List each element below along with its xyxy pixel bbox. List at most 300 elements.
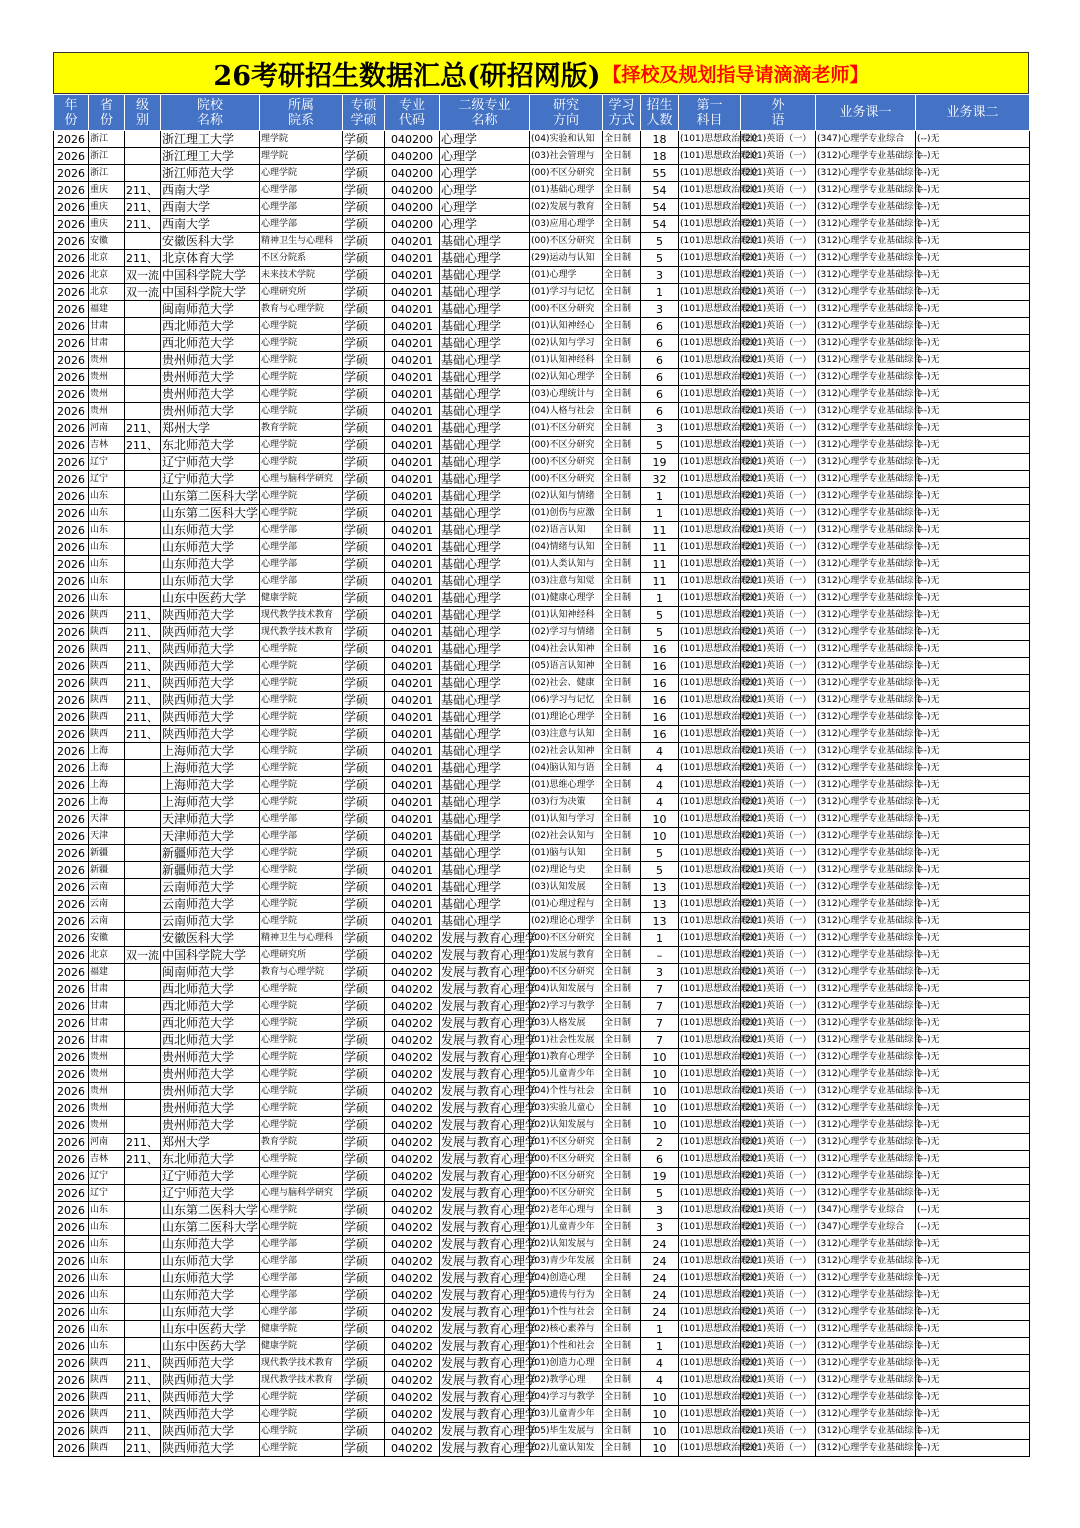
course-one-cell: (312)心理学专业基础综合 <box>816 1304 916 1321</box>
first-subject-cell: (101)思想政治理论 <box>679 1355 741 1372</box>
degree-type-cell: 学硕 <box>343 1355 385 1372</box>
research-direction-cell: (01)认知神经心 <box>530 318 603 335</box>
province-cell: 北京 <box>89 284 125 301</box>
course-two-cell: (--)无 <box>916 437 1030 454</box>
department-cell: 心理学院 <box>260 165 343 182</box>
column-header: 年 份 <box>54 95 89 131</box>
year-cell: 2026 <box>54 505 89 522</box>
first-subject-cell: (101)思想政治理论 <box>679 760 741 777</box>
research-direction-cell: (03)青少年发展 <box>530 1253 603 1270</box>
language-cell: (201)英语（一） <box>741 692 816 709</box>
course-one-cell: (312)心理学专业基础综合 <box>816 811 916 828</box>
table-row <box>54 879 1030 896</box>
level-cell <box>125 488 161 505</box>
province-cell: 浙江 <box>89 165 125 182</box>
enrollment-cell: 5 <box>641 233 679 250</box>
enrollment-cell: 4 <box>641 777 679 794</box>
study-mode-cell: 全日制 <box>603 964 641 981</box>
course-one-cell: (312)心理学专业基础综合 <box>816 386 916 403</box>
first-subject-cell: (101)思想政治理论 <box>679 471 741 488</box>
research-direction-cell: (02)教学心理 <box>530 1372 603 1389</box>
province-cell: 辽宁 <box>89 454 125 471</box>
year-cell: 2026 <box>54 1304 89 1321</box>
department-cell: 心理研究所 <box>260 947 343 964</box>
school-cell: 贵州师范大学 <box>161 403 260 420</box>
degree-type-cell: 学硕 <box>343 301 385 318</box>
school-cell: 陕西师范大学 <box>161 709 260 726</box>
study-mode-cell: 全日制 <box>603 556 641 573</box>
course-one-cell: (312)心理学专业基础综合 <box>816 590 916 607</box>
study-mode-cell: 全日制 <box>603 284 641 301</box>
enrollment-cell: 5 <box>641 1185 679 1202</box>
major-code-cell: 040201 <box>385 454 440 471</box>
research-direction-cell: (02)学习与情绪 <box>530 624 603 641</box>
degree-type-cell: 学硕 <box>343 1066 385 1083</box>
department-cell: 心理学院 <box>260 641 343 658</box>
course-two-cell: (--)无 <box>916 1100 1030 1117</box>
study-mode-cell: 全日制 <box>603 1219 641 1236</box>
first-subject-cell: (101)思想政治理论 <box>679 556 741 573</box>
major-code-cell: 040201 <box>385 777 440 794</box>
degree-type-cell: 学硕 <box>343 318 385 335</box>
study-mode-cell: 全日制 <box>603 1168 641 1185</box>
first-subject-cell: (101)思想政治理论 <box>679 1032 741 1049</box>
year-cell: 2026 <box>54 913 89 930</box>
course-one-cell: (312)心理学专业基础综合 <box>816 335 916 352</box>
first-subject-cell: (101)思想政治理论 <box>679 1423 741 1440</box>
research-direction-cell: (01)不区分研究 <box>530 420 603 437</box>
course-one-cell: (312)心理学专业基础综合 <box>816 760 916 777</box>
province-cell: 陕西 <box>89 1406 125 1423</box>
year-cell: 2026 <box>54 743 89 760</box>
study-mode-cell: 全日制 <box>603 386 641 403</box>
degree-type-cell: 学硕 <box>343 675 385 692</box>
level-cell <box>125 1253 161 1270</box>
school-cell: 安徽医科大学 <box>161 233 260 250</box>
enrollment-cell: 3 <box>641 420 679 437</box>
course-one-cell: (312)心理学专业基础综合 <box>816 709 916 726</box>
enrollment-cell: 16 <box>641 658 679 675</box>
course-two-cell: (--)无 <box>916 148 1030 165</box>
study-mode-cell: 全日制 <box>603 437 641 454</box>
course-two-cell: (--)无 <box>916 845 1030 862</box>
level-cell <box>125 879 161 896</box>
school-cell: 上海师范大学 <box>161 777 260 794</box>
province-cell: 贵州 <box>89 1049 125 1066</box>
table-row <box>54 777 1030 794</box>
page-title: 26考研招生数据汇总(研招网版) <box>213 60 601 92</box>
study-mode-cell: 全日制 <box>603 1372 641 1389</box>
year-cell: 2026 <box>54 454 89 471</box>
major-name-cell: 基础心理学 <box>440 845 530 862</box>
course-one-cell: (312)心理学专业基础综合 <box>816 1321 916 1338</box>
title-bar <box>53 52 1029 94</box>
major-name-cell: 基础心理学 <box>440 301 530 318</box>
table-row <box>54 675 1030 692</box>
degree-type-cell: 学硕 <box>343 1287 385 1304</box>
language-cell: (201)英语（一） <box>741 1389 816 1406</box>
first-subject-cell: (101)思想政治理论 <box>679 1168 741 1185</box>
language-cell: (201)英语（一） <box>741 454 816 471</box>
department-cell: 健康学院 <box>260 590 343 607</box>
enrollment-cell: 1 <box>641 1338 679 1355</box>
province-cell: 山东 <box>89 488 125 505</box>
first-subject-cell: (101)思想政治理论 <box>679 1389 741 1406</box>
department-cell: 心理学院 <box>260 488 343 505</box>
table-row <box>54 539 1030 556</box>
course-one-cell: (312)心理学专业基础综合 <box>816 352 916 369</box>
major-code-cell: 040202 <box>385 1134 440 1151</box>
enrollment-cell: 10 <box>641 828 679 845</box>
enrollment-cell: 10 <box>641 1066 679 1083</box>
course-two-cell: (--)无 <box>916 947 1030 964</box>
course-two-cell: (--)无 <box>916 777 1030 794</box>
major-code-cell: 040201 <box>385 335 440 352</box>
major-name-cell: 发展与教育心理学 <box>441 1372 538 1387</box>
language-cell: (201)英语（一） <box>741 284 816 301</box>
first-subject-cell: (101)思想政治理论 <box>679 1083 741 1100</box>
major-code-cell: 040201 <box>385 437 440 454</box>
enrollment-cell: 3 <box>641 1202 679 1219</box>
school-cell: 中国科学院大学 <box>161 267 260 284</box>
first-subject-cell: (101)思想政治理论 <box>679 488 741 505</box>
table-row <box>54 471 1030 488</box>
year-cell: 2026 <box>54 233 89 250</box>
major-code-cell: 040201 <box>385 250 440 267</box>
table-row <box>54 1338 1030 1355</box>
major-code-cell: 040202 <box>385 1202 440 1219</box>
level-cell: 211、 <box>125 182 161 199</box>
course-two-cell: (--)无 <box>916 420 1030 437</box>
enrollment-cell: 5 <box>641 624 679 641</box>
language-cell: (201)英语（一） <box>741 811 816 828</box>
major-name-cell: 心理学 <box>440 165 530 182</box>
table-row <box>54 437 1030 454</box>
table-row <box>54 250 1030 267</box>
course-one-cell: (312)心理学专业基础综合 <box>816 454 916 471</box>
language-cell: (201)英语（一） <box>741 233 816 250</box>
enrollment-cell: – <box>641 947 679 964</box>
first-subject-cell: (101)思想政治理论 <box>679 1219 741 1236</box>
major-code-cell: 040201 <box>385 471 440 488</box>
course-two-cell: (--)无 <box>916 692 1030 709</box>
course-one-cell: (312)心理学专业基础综合 <box>816 556 916 573</box>
degree-type-cell: 学硕 <box>343 1202 385 1219</box>
course-two-cell: (--)无 <box>916 896 1030 913</box>
course-one-cell: (312)心理学专业基础综合 <box>816 1338 916 1355</box>
first-subject-cell: (101)思想政治理论 <box>679 233 741 250</box>
year-cell: 2026 <box>54 335 89 352</box>
major-code-cell: 040200 <box>385 216 440 233</box>
major-name-cell: 基础心理学 <box>440 760 530 777</box>
major-name-cell: 基础心理学 <box>440 335 530 352</box>
research-direction-cell: (00)不区分研究 <box>530 1151 603 1168</box>
major-code-cell: 040200 <box>385 148 440 165</box>
level-cell <box>125 522 161 539</box>
school-cell: 山东第二医科大学 <box>162 1202 259 1217</box>
column-header: 所属 院系 <box>260 95 343 131</box>
major-name-cell: 基础心理学 <box>440 913 530 930</box>
year-cell: 2026 <box>54 1117 89 1134</box>
course-two-cell: (--)无 <box>916 403 1030 420</box>
major-code-cell: 040202 <box>385 1321 440 1338</box>
course-one-cell: (312)心理学专业基础综合 <box>816 488 916 505</box>
school-cell: 贵州师范大学 <box>161 369 260 386</box>
major-name-cell: 基础心理学 <box>440 896 530 913</box>
research-direction-cell: (02)理论与史 <box>530 862 603 879</box>
degree-type-cell: 学硕 <box>343 216 385 233</box>
school-cell: 陕西师范大学 <box>161 624 260 641</box>
major-code-cell: 040201 <box>385 862 440 879</box>
degree-type-cell: 学硕 <box>343 437 385 454</box>
degree-type-cell: 学硕 <box>343 1117 385 1134</box>
major-name-cell: 基础心理学 <box>440 556 530 573</box>
school-cell: 西北师范大学 <box>161 318 260 335</box>
research-direction-cell: (01)学习与记忆 <box>530 284 603 301</box>
header-row <box>54 95 1030 131</box>
major-name-cell: 基础心理学 <box>440 811 530 828</box>
major-code-cell: 040202 <box>385 1219 440 1236</box>
school-cell: 山东中医药大学 <box>161 1338 260 1355</box>
enrollment-cell: 10 <box>641 1100 679 1117</box>
year-cell: 2026 <box>54 573 89 590</box>
column-header: 专硕 学硕 <box>343 95 385 131</box>
degree-type-cell: 学硕 <box>343 998 385 1015</box>
first-subject-cell: (101)思想政治理论 <box>679 335 741 352</box>
enrollment-cell: 10 <box>641 811 679 828</box>
course-one-cell: (312)心理学专业基础综合 <box>816 743 916 760</box>
table-row <box>54 522 1030 539</box>
research-direction-cell: (02)理论心理学 <box>530 913 603 930</box>
school-cell: 云南师范大学 <box>161 879 260 896</box>
enrollment-cell: 16 <box>641 726 679 743</box>
table-row <box>54 1372 1030 1389</box>
level-cell <box>125 318 161 335</box>
major-name-cell: 发展与教育心理学 <box>441 1440 538 1455</box>
course-one-cell: (312)心理学专业基础综合 <box>816 607 916 624</box>
province-cell: 山东 <box>89 1219 125 1236</box>
department-cell: 心理学院 <box>260 318 343 335</box>
year-cell: 2026 <box>54 284 89 301</box>
department-cell: 现代教学技术教育 <box>260 1355 343 1372</box>
table-row <box>54 1304 1030 1321</box>
school-cell: 贵州师范大学 <box>161 1083 260 1100</box>
major-code-cell: 040202 <box>385 1185 440 1202</box>
degree-type-cell: 学硕 <box>343 454 385 471</box>
province-cell: 甘肃 <box>89 1015 125 1032</box>
study-mode-cell: 全日制 <box>603 1049 641 1066</box>
school-cell: 新疆师范大学 <box>161 845 260 862</box>
first-subject-cell: (101)思想政治理论 <box>679 1134 741 1151</box>
major-code-cell: 040201 <box>385 743 440 760</box>
research-direction-cell: (01)认知神经科 <box>530 352 603 369</box>
course-one-cell: (312)心理学专业基础综合 <box>816 318 916 335</box>
enrollment-cell: 55 <box>641 165 679 182</box>
table-row <box>54 505 1030 522</box>
table-row <box>54 267 1030 284</box>
major-code-cell: 040201 <box>385 386 440 403</box>
research-direction-cell: (03)应用心理学 <box>530 216 603 233</box>
degree-type-cell: 学硕 <box>343 1100 385 1117</box>
study-mode-cell: 全日制 <box>603 403 641 420</box>
department-cell: 心理学院 <box>260 981 343 998</box>
enrollment-cell: 10 <box>641 1049 679 1066</box>
enrollment-cell: 18 <box>641 131 679 148</box>
study-mode-cell: 全日制 <box>603 981 641 998</box>
province-cell: 重庆 <box>89 182 125 199</box>
course-two-cell: (--)无 <box>916 1117 1030 1134</box>
enrollment-cell: 13 <box>641 913 679 930</box>
year-cell: 2026 <box>54 1236 89 1253</box>
language-cell: (201)英语（一） <box>741 777 816 794</box>
course-two-cell: (--)无 <box>916 1151 1030 1168</box>
research-direction-cell: (00)不区分研究 <box>530 301 603 318</box>
research-direction-cell: (00)不区分研究 <box>530 1168 603 1185</box>
major-code-cell: 040201 <box>385 505 440 522</box>
research-direction-cell: (00)不区分研究 <box>530 165 603 182</box>
department-cell: 心理学部 <box>260 1253 343 1270</box>
course-one-cell: (312)心理学专业基础综合 <box>816 420 916 437</box>
department-cell: 教育与心理学院 <box>260 964 343 981</box>
department-cell: 心理学院 <box>260 1406 343 1423</box>
department-cell: 心理学院 <box>260 1100 343 1117</box>
table-row <box>54 1406 1030 1423</box>
year-cell: 2026 <box>54 1321 89 1338</box>
study-mode-cell: 全日制 <box>603 1406 641 1423</box>
degree-type-cell: 学硕 <box>343 1083 385 1100</box>
research-direction-cell: (02)发展与教育 <box>530 199 603 216</box>
major-code-cell: 040202 <box>385 1270 440 1287</box>
table-row <box>54 454 1030 471</box>
first-subject-cell: (101)思想政治理论 <box>679 250 741 267</box>
province-cell: 福建 <box>89 964 125 981</box>
study-mode-cell: 全日制 <box>603 250 641 267</box>
enrollment-cell: 5 <box>641 862 679 879</box>
degree-type-cell: 学硕 <box>343 352 385 369</box>
course-one-cell: (312)心理学专业基础综合 <box>816 1083 916 1100</box>
enrollment-cell: 5 <box>641 607 679 624</box>
course-one-cell: (312)心理学专业基础综合 <box>816 1168 916 1185</box>
course-two-cell: (--)无 <box>916 913 1030 930</box>
major-name-cell: 基础心理学 <box>440 369 530 386</box>
department-cell: 心理学部 <box>260 811 343 828</box>
school-cell: 山东师范大学 <box>161 1270 260 1287</box>
study-mode-cell: 全日制 <box>603 471 641 488</box>
course-two-cell: (--)无 <box>916 1253 1030 1270</box>
language-cell: (201)英语（一） <box>741 352 816 369</box>
major-code-cell: 040202 <box>385 1338 440 1355</box>
province-cell: 辽宁 <box>89 1185 125 1202</box>
year-cell: 2026 <box>54 947 89 964</box>
study-mode-cell: 全日制 <box>603 1321 641 1338</box>
course-one-cell: (312)心理学专业基础综合 <box>816 284 916 301</box>
school-cell: 天津师范大学 <box>161 811 260 828</box>
course-one-cell: (347)心理学专业综合 <box>816 131 916 148</box>
department-cell: 心理学院 <box>260 879 343 896</box>
major-code-cell: 040200 <box>385 165 440 182</box>
first-subject-cell: (101)思想政治理论 <box>679 522 741 539</box>
year-cell: 2026 <box>54 709 89 726</box>
research-direction-cell: (04)社会认知神 <box>530 641 603 658</box>
department-cell: 心理学院 <box>260 726 343 743</box>
language-cell: (201)英语（一） <box>741 1270 816 1287</box>
year-cell: 2026 <box>54 624 89 641</box>
enrollment-cell: 6 <box>641 335 679 352</box>
degree-type-cell: 学硕 <box>343 386 385 403</box>
study-mode-cell: 全日制 <box>603 1389 641 1406</box>
major-code-cell: 040201 <box>385 369 440 386</box>
language-cell: (201)英语（一） <box>741 896 816 913</box>
major-code-cell: 040202 <box>385 1406 440 1423</box>
level-cell <box>125 811 161 828</box>
research-direction-cell: (05)儿童青少年 <box>530 1066 603 1083</box>
school-cell: 云南师范大学 <box>161 913 260 930</box>
department-cell: 心理学院 <box>260 743 343 760</box>
first-subject-cell: (101)思想政治理论 <box>679 845 741 862</box>
major-name-cell: 基础心理学 <box>440 828 530 845</box>
research-direction-cell: (01)心理过程与 <box>530 896 603 913</box>
study-mode-cell: 全日制 <box>603 896 641 913</box>
table-row <box>54 488 1030 505</box>
year-cell: 2026 <box>54 879 89 896</box>
enrollment-cell: 3 <box>641 267 679 284</box>
school-cell: 陕西师范大学 <box>161 675 260 692</box>
school-cell: 北京体育大学 <box>161 250 260 267</box>
table-row <box>54 1083 1030 1100</box>
province-cell: 天津 <box>89 811 125 828</box>
enrollment-cell: 1 <box>641 505 679 522</box>
course-two-cell: (--)无 <box>916 1389 1030 1406</box>
first-subject-cell: (101)思想政治理论 <box>679 1185 741 1202</box>
study-mode-cell: 全日制 <box>603 947 641 964</box>
table-row <box>54 165 1030 182</box>
major-name-cell: 基础心理学 <box>440 284 530 301</box>
first-subject-cell: (101)思想政治理论 <box>679 1270 741 1287</box>
major-name-cell: 基础心理学 <box>440 862 530 879</box>
first-subject-cell: (101)思想政治理论 <box>679 675 741 692</box>
level-cell <box>125 1270 161 1287</box>
course-two-cell: (--)无 <box>916 335 1030 352</box>
study-mode-cell: 全日制 <box>603 335 641 352</box>
course-one-cell: (312)心理学专业基础综合 <box>816 522 916 539</box>
year-cell: 2026 <box>54 1202 89 1219</box>
degree-type-cell: 学硕 <box>343 590 385 607</box>
course-two-cell: (--)无 <box>916 199 1030 216</box>
first-subject-cell: (101)思想政治理论 <box>679 828 741 845</box>
language-cell: (201)英语（一） <box>741 1134 816 1151</box>
degree-type-cell: 学硕 <box>343 896 385 913</box>
enrollment-cell: 1 <box>641 488 679 505</box>
department-cell: 心理学院 <box>260 692 343 709</box>
year-cell: 2026 <box>54 1083 89 1100</box>
major-code-cell: 040202 <box>385 998 440 1015</box>
degree-type-cell: 学硕 <box>343 1338 385 1355</box>
major-name-cell: 基础心理学 <box>440 437 530 454</box>
enrollment-cell: 4 <box>641 743 679 760</box>
degree-type-cell: 学硕 <box>343 1423 385 1440</box>
research-direction-cell: (03)心理统计与 <box>530 386 603 403</box>
course-one-cell: (347)心理学专业综合 <box>816 1219 916 1236</box>
degree-type-cell: 学硕 <box>343 1032 385 1049</box>
enrollment-cell: 11 <box>641 539 679 556</box>
major-code-cell: 040201 <box>385 709 440 726</box>
course-one-cell: (312)心理学专业基础综合 <box>816 777 916 794</box>
first-subject-cell: (101)思想政治理论 <box>679 420 741 437</box>
table-row <box>54 1100 1030 1117</box>
school-cell: 闽南师范大学 <box>161 301 260 318</box>
research-direction-cell: (04)认知发展与 <box>530 981 603 998</box>
course-one-cell: (312)心理学专业基础综合 <box>816 1049 916 1066</box>
